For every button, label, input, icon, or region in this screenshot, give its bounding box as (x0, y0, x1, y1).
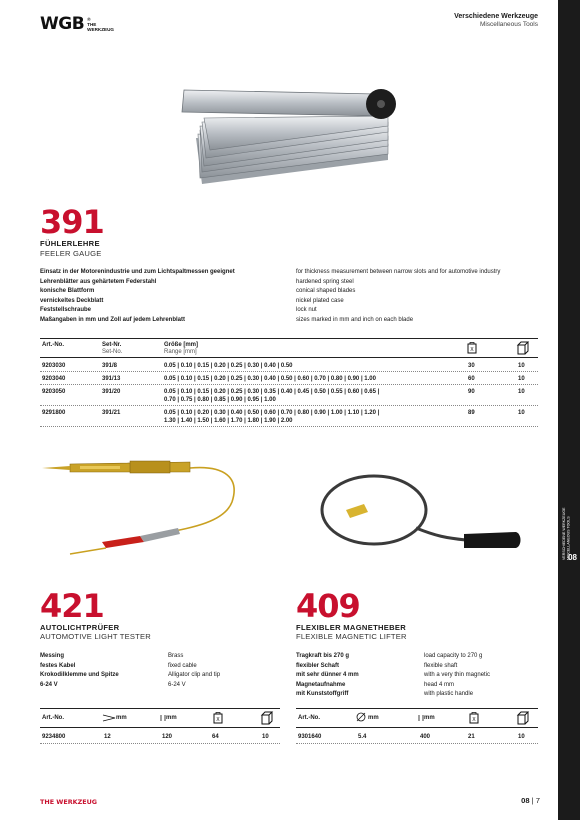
product-421-title-en: AUTOMOTIVE LIGHT TESTER (40, 632, 151, 641)
product-391-features-en (296, 268, 500, 325)
product-409-title-en: FLEXIBLE MAGNETIC LIFTER (296, 632, 407, 641)
cell-art: 9234800 (42, 734, 66, 740)
table-row (40, 360, 538, 372)
cell-tip: 12 (104, 734, 111, 740)
side-label-de: VERSCHIEDENE WERKZEUGE (562, 507, 566, 560)
box-icon (212, 712, 224, 724)
feature-de: Feststellschraube (40, 307, 92, 313)
footer-brand: THE WERKZEUG (40, 798, 98, 806)
cell-range: 0.05 | 0.10 | 0.20 | 0.30 | 0.40 | 0.50 | 0.60 | 0.70 | 0.80 | 0.90 | 1.00 | 1.10 | 1.20 | (164, 410, 380, 416)
product-421-title-de: AUTOLICHTPRÜFER (40, 623, 120, 632)
box-icon (468, 712, 480, 724)
cell-length: 120 (162, 734, 173, 740)
feature-en: for thickness measurement between narrow slots and for automotive industry (296, 269, 501, 275)
feature-de: 6-24 V (40, 681, 58, 688)
product-421-number: 421 (40, 587, 104, 625)
cell-carton: 10 (518, 363, 525, 369)
carton-icon (516, 711, 530, 725)
product-391-features-de (40, 268, 235, 325)
col-len-unit: mm (166, 715, 177, 721)
category-en: Miscellaneous Tools (479, 21, 538, 28)
logo-mark: WGB (40, 14, 85, 34)
cell-art: 9203030 (42, 363, 66, 369)
table-row (296, 730, 538, 744)
box-icon (466, 342, 478, 354)
product-391-number: 391 (40, 203, 104, 241)
table-header (40, 338, 538, 358)
feature-en: with plastic handle (424, 691, 474, 697)
cell-carton: 10 (262, 734, 269, 740)
side-tab-number: 08 (568, 553, 577, 562)
light-tester-image (40, 450, 260, 562)
logo-subtitle (87, 17, 114, 32)
carton-icon (516, 341, 530, 355)
tip-size-icon (102, 714, 116, 722)
feature-de: flexibler Schaft (296, 662, 340, 669)
footer-section: 08 (521, 796, 530, 805)
feature-en: Alligator clip and tip (168, 672, 221, 678)
col-art-no: Art.-No. (42, 715, 64, 721)
col-tip-unit: mm (116, 715, 127, 721)
cell-set: 391/8 (102, 363, 118, 369)
cell-set: 391/21 (102, 410, 121, 416)
feature-en: load capacity to 270 g (424, 653, 483, 659)
feature-de: Magnetaufnahme (296, 681, 346, 688)
feeler-gauge-image (176, 84, 406, 202)
col-size-de: Größe [mm] (164, 342, 199, 348)
cell-range-cont: 0.70 | 0.75 | 0.80 | 0.85 | 0.90 | 0.95 | 1.00 (164, 397, 276, 403)
logo-reg: ® (87, 16, 91, 22)
product-409-features-en (424, 652, 490, 700)
cell-range: 0.05 | 0.10 | 0.15 | 0.20 | 0.25 | 0.30 | 0.35 | 0.40 | 0.45 | 0.50 | 0.55 | 0.60 | 0.65 | (164, 389, 380, 395)
product-391-title-en: FEELER GAUGE (40, 249, 102, 258)
col-dia-unit: mm (368, 715, 379, 721)
category-heading (454, 13, 538, 28)
svg-text:X: X (470, 347, 474, 353)
cell-pack: 30 (468, 363, 475, 369)
cell-carton: 10 (518, 734, 525, 740)
table-row (40, 407, 538, 427)
logo-the: THE (87, 21, 97, 27)
cell-set: 391/20 (102, 389, 121, 395)
product-409-table (296, 708, 538, 748)
feature-en: lock nut (296, 307, 317, 313)
feature-de: Messing (40, 653, 65, 659)
cell-length: 400 (420, 734, 431, 740)
feature-de: konische Blattform (40, 288, 95, 294)
feature-en: fixed cable (168, 662, 197, 669)
feature-de: vernickeltes Deckblatt (40, 297, 104, 304)
cell-art: 9291800 (42, 410, 66, 416)
feature-en: sizes marked in mm and inch on each blade (296, 316, 414, 323)
cell-set: 391/13 (102, 376, 121, 382)
cell-range-cont: 1.30 | 1.40 | 1.50 | 1.60 | 1.70 | 1.80 | 1.90 | 2.00 (164, 418, 293, 424)
feature-de: festes Kabel (40, 662, 76, 669)
feature-en: flexible shaft (424, 662, 458, 669)
side-tab-label (562, 500, 576, 560)
cell-carton: 10 (518, 376, 525, 382)
product-391-table (40, 338, 538, 438)
col-art-no: Art.-No. (298, 715, 320, 721)
cell-carton: 10 (518, 389, 525, 395)
cell-pack: 60 (468, 376, 475, 382)
product-391-title-de: FÜHLERLEHRE (40, 239, 100, 248)
feature-de: Krokodilklemme und Spitze (40, 672, 119, 678)
feature-de: Tragkraft bis 270 g (296, 653, 350, 659)
cell-range: 0.05 | 0.10 | 0.15 | 0.20 | 0.25 | 0.30 | 0.40 | 0.50 (164, 363, 293, 369)
cell-pack: 21 (468, 734, 475, 740)
feature-en: nickel plated case (296, 297, 344, 304)
table-header (296, 708, 538, 728)
feature-en: with a very thin magnetic (424, 672, 491, 678)
feature-de: mit sehr dünner 4 mm (296, 672, 359, 678)
category-de: Verschiedene Werkzeuge (454, 13, 538, 20)
logo-werkzeug: WERKZEUG (87, 26, 114, 32)
cell-dia: 5.4 (358, 734, 367, 740)
carton-icon (260, 711, 274, 725)
product-409-title-de: FLEXIBLER MAGNETHEBER (296, 623, 407, 632)
cell-range: 0.05 | 0.10 | 0.15 | 0.20 | 0.25 | 0.30 | 0.40 | 0.50 | 0.60 | 0.70 | 0.80 | 0.90 | 1.00 (164, 376, 376, 382)
table-row (40, 373, 538, 385)
feature-de: Maßangaben in mm und Zoll auf jedem Lehrenblatt (40, 316, 186, 323)
col-set-no-en: Set-No. (102, 349, 123, 355)
col-art-no: Art.-No. (42, 342, 64, 348)
footer-page-number: 08 | 7 (521, 796, 540, 805)
cell-art: 9203050 (42, 389, 66, 395)
product-421-features-en (168, 652, 220, 690)
cell-carton: 10 (518, 410, 525, 416)
product-421-table (40, 708, 280, 748)
col-set-no-de: Set-Nr. (102, 342, 122, 348)
feature-en: hardened spring steel (296, 278, 354, 285)
feature-de: Lehrenblätter aus gehärtetem Federstahl (40, 278, 157, 285)
product-409-features-de (296, 652, 359, 700)
col-len-unit: mm (424, 715, 435, 721)
svg-text:X: X (472, 717, 476, 723)
feature-en: head 4 mm (424, 681, 455, 688)
table-row (40, 386, 538, 406)
feature-de: mit Kunststoffgriff (296, 691, 349, 697)
feature-en: 6-24 V (168, 681, 186, 688)
cell-pack: 90 (468, 389, 475, 395)
feature-de: Einsatz in der Motorenindustrie und zum Lichtspaltmessen geeignet (40, 269, 235, 275)
cell-art: 9203040 (42, 376, 66, 382)
cell-pack: 89 (468, 410, 475, 416)
footer-page: 7 (535, 796, 540, 805)
side-label-en: MISCELLANEOUS TOOLS (566, 516, 571, 560)
magnetic-lifter-image (316, 462, 526, 558)
side-tab (558, 0, 580, 820)
feature-en: Brass (168, 653, 184, 659)
table-row (40, 730, 280, 744)
brand-logo (40, 14, 114, 34)
cell-pack: 64 (212, 734, 219, 740)
diameter-icon (356, 712, 366, 722)
cell-art: 9301640 (298, 734, 322, 740)
product-421-features-de (40, 652, 119, 690)
svg-text:X: X (216, 717, 220, 723)
product-409-number: 409 (296, 587, 360, 625)
col-size-en: Range [mm] (164, 349, 197, 355)
feature-en: conical shaped blades (296, 288, 356, 294)
